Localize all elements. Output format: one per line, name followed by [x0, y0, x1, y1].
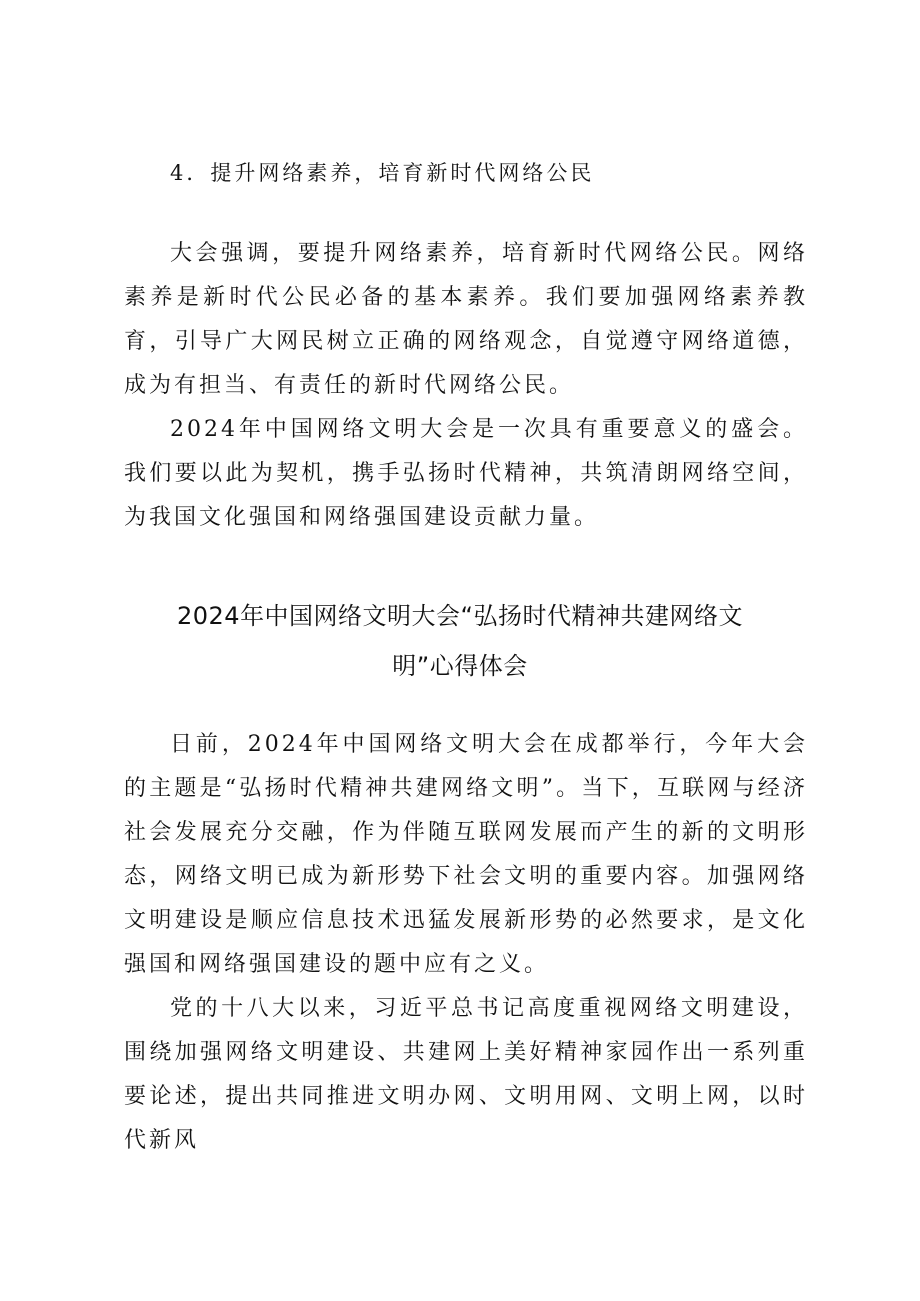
article-title-line-2: 明”心得体会 — [392, 652, 528, 680]
article-title — [130, 591, 790, 691]
article-paragraph-party: 党的十八大以来，习近平总书记高度重视网络文明建设，围绕加强网络文明建设、共建网上美好精神家园作出一系列重要论述，提出共同推进文明办网、文明用网、文明上网，以时代新风 — [124, 996, 808, 1153]
article-paragraph-intro: 日前，2024年中国网络文明大会在成都举行，今年大会的主题是“弘扬时代精神共建网络文明”。当下，互联网与经济社会发展充分交融，作为伴随互联网发展而产生的新的文明形态，网络文明已成为新形势下社会文明的重要内容。加强网络文明建设是顺应信息技术迅猛发展新形势的必然要求，是文化强国和网络强国建设的题中应有之义。 — [124, 732, 808, 977]
section-heading: 4．提升网络素养，培育新时代网络公民 — [170, 161, 595, 185]
paragraph-conference-summary: 2024年中国网络文明大会是一次具有重要意义的盛会。我们要以此为契机，携手弘扬时代精神，共筑清朗网络空间，为我国文化强国和网络强国建设贡献力量。 — [124, 417, 808, 530]
article-title-line-1: 2024年中国网络文明大会“弘扬时代精神共建网络文 — [176, 602, 743, 630]
paragraph-network-literacy: 大会强调，要提升网络素养，培育新时代网络公民。网络素养是新时代公民必备的基本素养。我们要加强网络素养教育，引导广大网民树立正确的网络观念，自觉遵守网络道德，成为有担当、有责任的新时代网络公民。 — [124, 241, 808, 398]
